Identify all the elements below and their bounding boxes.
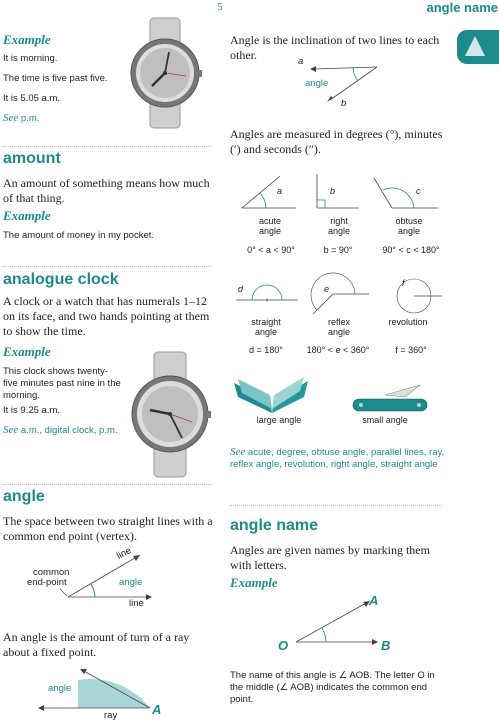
reflex-condition: 180° < e < 360° bbox=[306, 345, 370, 355]
thumb-tab bbox=[457, 30, 499, 64]
angle-common-label: common bbox=[33, 567, 70, 578]
point-a-label: A bbox=[369, 593, 379, 608]
right-condition: b = 90° bbox=[323, 245, 353, 255]
type-c-letter: c bbox=[416, 186, 421, 196]
angle-line-top-label: line bbox=[115, 545, 134, 562]
inclination-angle-label: angle bbox=[305, 78, 329, 89]
inclination-b-label: b bbox=[341, 98, 347, 109]
angle-end-point-label: end-point bbox=[27, 577, 67, 588]
reflex-name: reflex angle bbox=[327, 317, 351, 337]
obtuse-name: obtuse angle bbox=[395, 216, 423, 236]
angle-heading: angle bbox=[3, 488, 45, 505]
amount-example: The amount of money in my pocket. bbox=[3, 230, 155, 241]
acute-name: acute angle bbox=[258, 216, 282, 236]
revolution-icon bbox=[384, 278, 444, 318]
analogue-clock-heading: analogue clock bbox=[3, 271, 119, 288]
point-o-label: O bbox=[278, 638, 289, 653]
angle-turn-text: An angle is the amount of turn of a ray about a fixed point. bbox=[3, 630, 190, 659]
angle-name-definition: Angles are given names by marking them with letters. bbox=[230, 543, 430, 572]
angle-name-example-label: Example bbox=[230, 575, 278, 590]
straight-name: straight angle bbox=[251, 317, 281, 337]
angle-ray-turn-diagram bbox=[0, 660, 200, 720]
wristwatch-925-icon bbox=[130, 352, 210, 477]
angle-aob-diagram bbox=[290, 598, 410, 648]
intro-example-label: Example bbox=[3, 32, 51, 47]
analogue-clock-definition: A clock or a watch that has numerals 1–12 on its face, and two hands pointing at them to show the time. bbox=[3, 294, 210, 338]
angle-turn-angle-label: angle bbox=[48, 683, 72, 694]
analogue-clock-example: This clock shows twenty-five minutes past nine in the morning. bbox=[3, 366, 121, 401]
measured-text: Angles are measured in degrees (°), minutes (′) and seconds (″). bbox=[230, 127, 443, 156]
intro-see: See p.m. bbox=[3, 112, 40, 124]
right-name: right angle bbox=[327, 216, 351, 236]
angle-types-see: See acute, degree, obtuse angle, parallel lines, ray, reflex angle, revolution, right angle, straight angle bbox=[230, 446, 445, 470]
angle-ray-label: ray bbox=[104, 710, 118, 721]
small-angle-label: small angle bbox=[362, 415, 408, 425]
inclination-a-label: a bbox=[298, 56, 304, 67]
amount-definition: An amount of something means how much of that thing. bbox=[3, 176, 210, 205]
revolution-condition: f = 360° bbox=[395, 345, 427, 355]
reflex-angle-icon bbox=[303, 278, 373, 318]
angle-name-heading: angle name bbox=[230, 517, 319, 534]
obtuse-condition: 90° < c < 180° bbox=[382, 245, 440, 255]
type-f-letter: f bbox=[402, 278, 405, 288]
right-angle-icon bbox=[313, 172, 363, 212]
acute-condition: 0° < a < 90° bbox=[247, 245, 295, 255]
revolution-name: revolution bbox=[388, 317, 428, 327]
open-book-icon bbox=[232, 375, 312, 415]
large-angle-label: large angle bbox=[256, 415, 302, 425]
analogue-clock-example-label: Example bbox=[3, 344, 51, 359]
analogue-clock-time: It is 9.25 a.m. bbox=[3, 405, 61, 416]
point-b-label: B bbox=[381, 638, 391, 653]
page-number: 5 bbox=[217, 1, 223, 13]
acute-angle-icon bbox=[238, 172, 298, 212]
angle-name-explanation: The name of this angle is ∠ AOB. The letter O in the middle (∠ AOB) indicates the common end point. bbox=[230, 670, 435, 705]
intro-line-3: It is 5.05 a.m. bbox=[3, 93, 61, 104]
running-head: angle name bbox=[426, 0, 498, 15]
amount-example-label: Example bbox=[3, 208, 51, 223]
type-e-letter: e bbox=[324, 284, 330, 294]
wristwatch-morning-icon bbox=[130, 18, 200, 128]
analogue-clock-see: See a.m., digital clock, p.m. bbox=[3, 424, 118, 436]
a-letter-icon bbox=[465, 36, 485, 56]
intro-line-2: The time is five past five. bbox=[3, 73, 108, 84]
type-b-letter: b bbox=[330, 186, 336, 196]
type-d-letter: d bbox=[238, 284, 244, 294]
angle-point-a-label: A bbox=[152, 702, 162, 717]
angle-definition: The space between two straight lines with a common end point (vertex). bbox=[3, 514, 213, 543]
angle-angle-label: angle bbox=[119, 577, 143, 588]
angle-line-bottom-label: line bbox=[129, 598, 144, 609]
intro-line-1: It is morning. bbox=[3, 53, 58, 64]
inclination-text: Angle is the inclination of two lines to each other. bbox=[230, 33, 440, 62]
obtuse-angle-icon bbox=[370, 172, 440, 212]
amount-heading: amount bbox=[3, 150, 61, 167]
straight-condition: d = 180° bbox=[249, 345, 283, 355]
type-a-letter: a bbox=[277, 186, 283, 196]
